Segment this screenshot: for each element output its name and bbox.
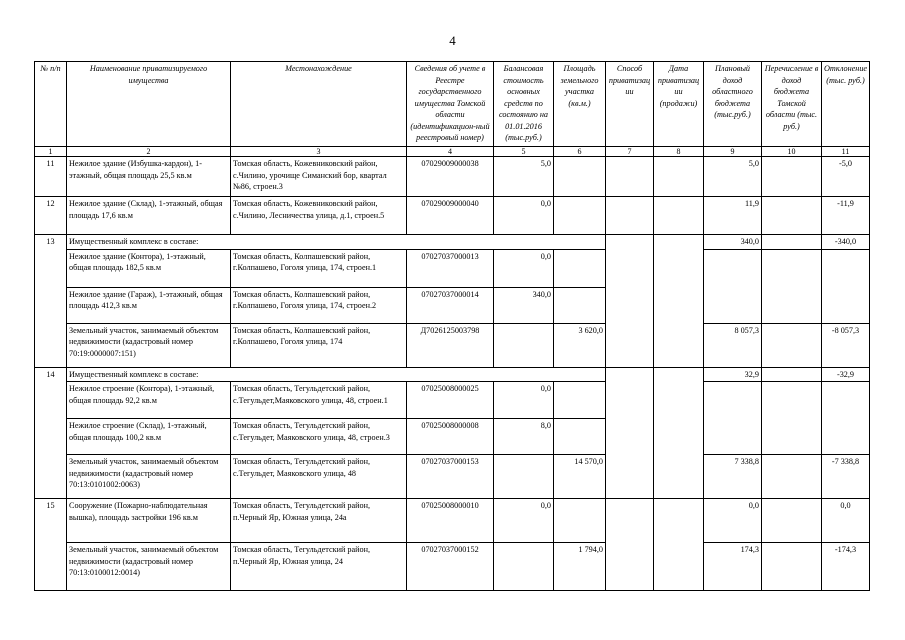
- table-row: [35, 249, 870, 287]
- header-cell: Сведения об учете в Реестре государственного имущества Томской области (идентификацион-ный реестровый номер): [407, 62, 494, 147]
- balance-value: 8,0: [494, 419, 554, 455]
- property-location: Томская область, Тегульдетский район, п.Черный Яр, Южная улица, 24: [231, 543, 407, 591]
- table-row: [35, 157, 870, 197]
- registry-number: 07027037000152: [407, 543, 494, 591]
- privatization-date: [654, 235, 704, 368]
- column-number: 10: [762, 147, 822, 157]
- land-area: 14 570,0: [554, 455, 606, 499]
- header-cell: Наименование приватизируемого имущества: [67, 62, 231, 147]
- header-cell: Плановый доход областного бюджета (тыс.руб.): [704, 62, 762, 147]
- transferred-amount: [762, 455, 822, 499]
- privatization-method: [606, 499, 654, 591]
- property-name: Нежилое здание (Склад), 1-этажный, общая площадь 17,6 кв.м: [67, 197, 231, 235]
- table-row: [35, 323, 870, 367]
- land-area: 1 794,0: [554, 543, 606, 591]
- transferred-amount: [762, 249, 822, 323]
- row-number: 11: [35, 157, 67, 197]
- planned-income: 340,0: [704, 235, 762, 250]
- planned-income: 5,0: [704, 157, 762, 197]
- row-number: 14: [35, 367, 67, 499]
- privatization-date: [654, 197, 704, 235]
- property-name: Нежилое строение (Контора), 1-этажный, общая площадь 92,2 кв.м: [67, 382, 231, 419]
- table-row: [35, 499, 870, 543]
- planned-income: [704, 249, 762, 323]
- property-name: Земельный участок, занимаемый объектом недвижимости (кадастровый номер 70:13:0100012:0014): [67, 543, 231, 591]
- balance-value: [494, 455, 554, 499]
- privatization-date: [654, 367, 704, 499]
- balance-value: 0,0: [494, 499, 554, 543]
- registry-number: 07025008000008: [407, 419, 494, 455]
- table-row: [35, 382, 870, 419]
- property-name: Нежилое здание (Контора), 1-этажный, общая площадь 182,5 кв.м: [67, 249, 231, 287]
- property-location: Томская область, Тегульдетский район, с.Тегульдет, Маяковского улица, 48: [231, 455, 407, 499]
- planned-income: 7 338,8: [704, 455, 762, 499]
- column-number: 3: [231, 147, 407, 157]
- table-row: [35, 367, 870, 382]
- balance-value: 0,0: [494, 382, 554, 419]
- deviation: [822, 382, 870, 455]
- balance-value: 0,0: [494, 249, 554, 287]
- table-row: [35, 543, 870, 591]
- planned-income: 32,9: [704, 367, 762, 382]
- deviation: -340,0: [822, 235, 870, 250]
- property-name: Сооружение (Пожарно-наблюдательная вышка), площадь застройки 196 кв.м: [67, 499, 231, 543]
- property-name: Нежилое строение (Склад), 1-этажный, общая площадь 100,2 кв.м: [67, 419, 231, 455]
- property-location: Томская область, Кожевниковский район, с.Чилино, Лесничества улица, д.1, строен.5: [231, 197, 407, 235]
- land-area: [554, 197, 606, 235]
- transferred-amount: [762, 367, 822, 382]
- column-number: 6: [554, 147, 606, 157]
- header-cell: Способ приватизац ии: [606, 62, 654, 147]
- page-number: 4: [449, 33, 456, 48]
- land-area: 3 620,0: [554, 323, 606, 367]
- registry-number: Д7026125003798: [407, 323, 494, 367]
- registry-number: 07027037000013: [407, 249, 494, 287]
- registry-number: 07025008000010: [407, 499, 494, 543]
- privatization-method: [606, 235, 654, 368]
- transferred-amount: [762, 197, 822, 235]
- property-location: Томская область, Кожевниковский район, с.Чилино, урочище Симанский бор, квартал №86, строен.3: [231, 157, 407, 197]
- table-row: [35, 455, 870, 499]
- planned-income: 0,0: [704, 499, 762, 543]
- property-location: Томская область, Тегульдетский район, с.Тегульдет, Маяковского улица, 48, строен.3: [231, 419, 407, 455]
- land-area: [554, 249, 606, 287]
- property-location: Томская область, Колпашевский район, г.Колпашево, Гоголя улица, 174: [231, 323, 407, 367]
- registry-number: 07029009000040: [407, 197, 494, 235]
- balance-value: 5,0: [494, 157, 554, 197]
- table-row: [35, 235, 870, 250]
- header-cell: № п/п: [35, 62, 67, 147]
- registry-number: 07027037000153: [407, 455, 494, 499]
- column-number: 8: [654, 147, 704, 157]
- column-number: 11: [822, 147, 870, 157]
- land-area: [554, 157, 606, 197]
- column-number: 9: [704, 147, 762, 157]
- property-name: Нежилое здание (Гараж), 1-этажный, общая площадь 412,3 кв.м: [67, 287, 231, 323]
- deviation: -7 338,8: [822, 455, 870, 499]
- land-area: [554, 382, 606, 419]
- registry-number: 07029009000038: [407, 157, 494, 197]
- property-location: Томская область, Тегульдетский район, п.Черный Яр, Южная улица, 24а: [231, 499, 407, 543]
- header-cell: Отклонение (тыс. руб.): [822, 62, 870, 147]
- land-area: [554, 419, 606, 455]
- row-number: 13: [35, 235, 67, 368]
- privatization-method: [606, 197, 654, 235]
- header-cell: Площадь земельного участка (кв.м.): [554, 62, 606, 147]
- deviation: [822, 249, 870, 323]
- registry-number: 07027037000014: [407, 287, 494, 323]
- deviation: -32,9: [822, 367, 870, 382]
- transferred-amount: [762, 235, 822, 250]
- privatization-method: [606, 157, 654, 197]
- privatization-method: [606, 367, 654, 499]
- column-number: 7: [606, 147, 654, 157]
- privatization-date: [654, 499, 704, 591]
- header-cell: Балансовая стоимость основных средств по состоянию на 01.01.2016 (тыс.руб.): [494, 62, 554, 147]
- column-number: 2: [67, 147, 231, 157]
- complex-title: Имущественный комплекс в составе:: [67, 367, 606, 382]
- balance-value: [494, 323, 554, 367]
- deviation: -174,3: [822, 543, 870, 591]
- planned-income: 11,9: [704, 197, 762, 235]
- registry-number: 07025008000025: [407, 382, 494, 419]
- planned-income: [704, 382, 762, 455]
- column-number-row: [35, 147, 870, 157]
- transferred-amount: [762, 382, 822, 455]
- table-row: [35, 197, 870, 235]
- complex-title: Имущественный комплекс в составе:: [67, 235, 606, 250]
- header-cell: Дата приватизац ии (продажи): [654, 62, 704, 147]
- privatization-table: [34, 61, 870, 591]
- header-cell: Местонахождение: [231, 62, 407, 147]
- privatization-date: [654, 157, 704, 197]
- planned-income: 174,3: [704, 543, 762, 591]
- deviation: -5,0: [822, 157, 870, 197]
- property-location: Томская область, Колпашевский район, г.Колпашево, Гоголя улица, 174, строен.2: [231, 287, 407, 323]
- transferred-amount: [762, 323, 822, 367]
- column-number: 5: [494, 147, 554, 157]
- header-row: [35, 62, 870, 147]
- property-location: Томская область, Тегульдетский район, с.Тегульдет,Маяковского улица, 48, строен.1: [231, 382, 407, 419]
- land-area: [554, 287, 606, 323]
- planned-income: 8 057,3: [704, 323, 762, 367]
- property-name: Земельный участок, занимаемый объектом недвижимости (кадастровый номер 70:19:0000007:151): [67, 323, 231, 367]
- transferred-amount: [762, 499, 822, 543]
- transferred-amount: [762, 543, 822, 591]
- deviation: -11,9: [822, 197, 870, 235]
- column-number: 4: [407, 147, 494, 157]
- property-location: Томская область, Колпашевский район, г.Колпашево, Гоголя улица, 174, строен.1: [231, 249, 407, 287]
- deviation: -8 057,3: [822, 323, 870, 367]
- balance-value: 0,0: [494, 197, 554, 235]
- transferred-amount: [762, 157, 822, 197]
- balance-value: 340,0: [494, 287, 554, 323]
- balance-value: [494, 543, 554, 591]
- header-cell: Перечисление в доход бюджета Томской области (тыс. руб.): [762, 62, 822, 147]
- land-area: [554, 499, 606, 543]
- row-number: 12: [35, 197, 67, 235]
- row-number: 15: [35, 499, 67, 591]
- property-name: Нежилое здание (Избушка-кардон), 1-этажный, общая площадь 25,5 кв.м: [67, 157, 231, 197]
- property-name: Земельный участок, занимаемый объектом недвижимости (кадастровый номер 70:13:0101002:0063): [67, 455, 231, 499]
- column-number: 1: [35, 147, 67, 157]
- deviation: 0,0: [822, 499, 870, 543]
